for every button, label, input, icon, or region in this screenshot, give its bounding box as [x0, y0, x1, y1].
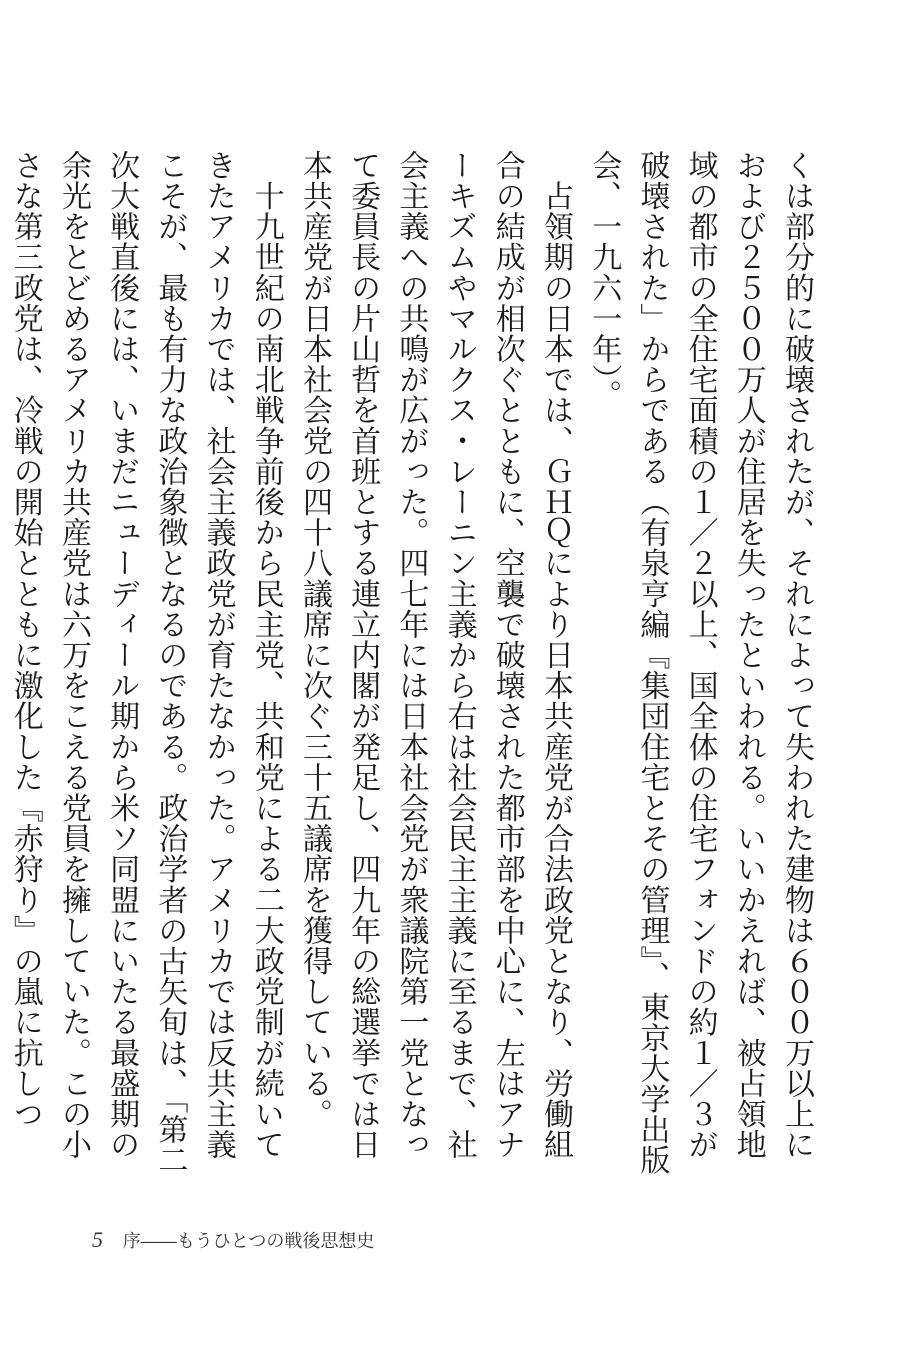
main-text-block	[7, 150, 820, 1190]
paragraph-1: くは部分的に破壊されたが、それによって失われた建物は６００万以上におよび２５００万人が住居を失ったといわれる。いいかえれば、被占領地域の都市の全住宅面積の１／２以上、国全体の住宅フォンドの約１／３が破壊された」からである（有泉亨編『集団住宅とその管理』、東京大学出版会、一九六一年）。	[586, 150, 814, 1176]
page-number: 5	[92, 1227, 103, 1252]
paragraph-2: 占領期の日本では、ＧＨＱにより日本共産党が合法政党となり、労働組合の結成が相次ぐとともに、空襲で破壊された都市部を中心に、左はアナーキズムやマルクス・レーニン主義から右は社会民主主義に至るまで、社会主義への共鳴が広がった。四七年には日本社会党が衆議院第一党となって委員長の片山哲を首班とする連立内閣が発足し、四九年の総選挙では日本共産党が日本社会党の四十八議席に次ぐ三十五議席を獲得している。	[296, 150, 573, 1160]
page-footer	[92, 1227, 374, 1253]
paragraph-3: 十九世紀の南北戦争前後から民主党、共和党による二大政党制が続いてきたアメリカでは、社会主義政党が育たなかった。アメリカでは反共主義こそが、最も有力な政治象徴となるのである。政治学者の古矢旬は、「第二次大戦直後には、いまだニューディール期から米ソ同盟にいたる最盛期の余光をとどめるアメリカ共産党は六万をこえる党員を擁していた。この小さな第三政党は、冷戦の開始とともに激化した『赤狩り』の嵐に抗しつ	[7, 150, 284, 1176]
running-title: 序――もうひとつの戦後思想史	[122, 1231, 375, 1252]
